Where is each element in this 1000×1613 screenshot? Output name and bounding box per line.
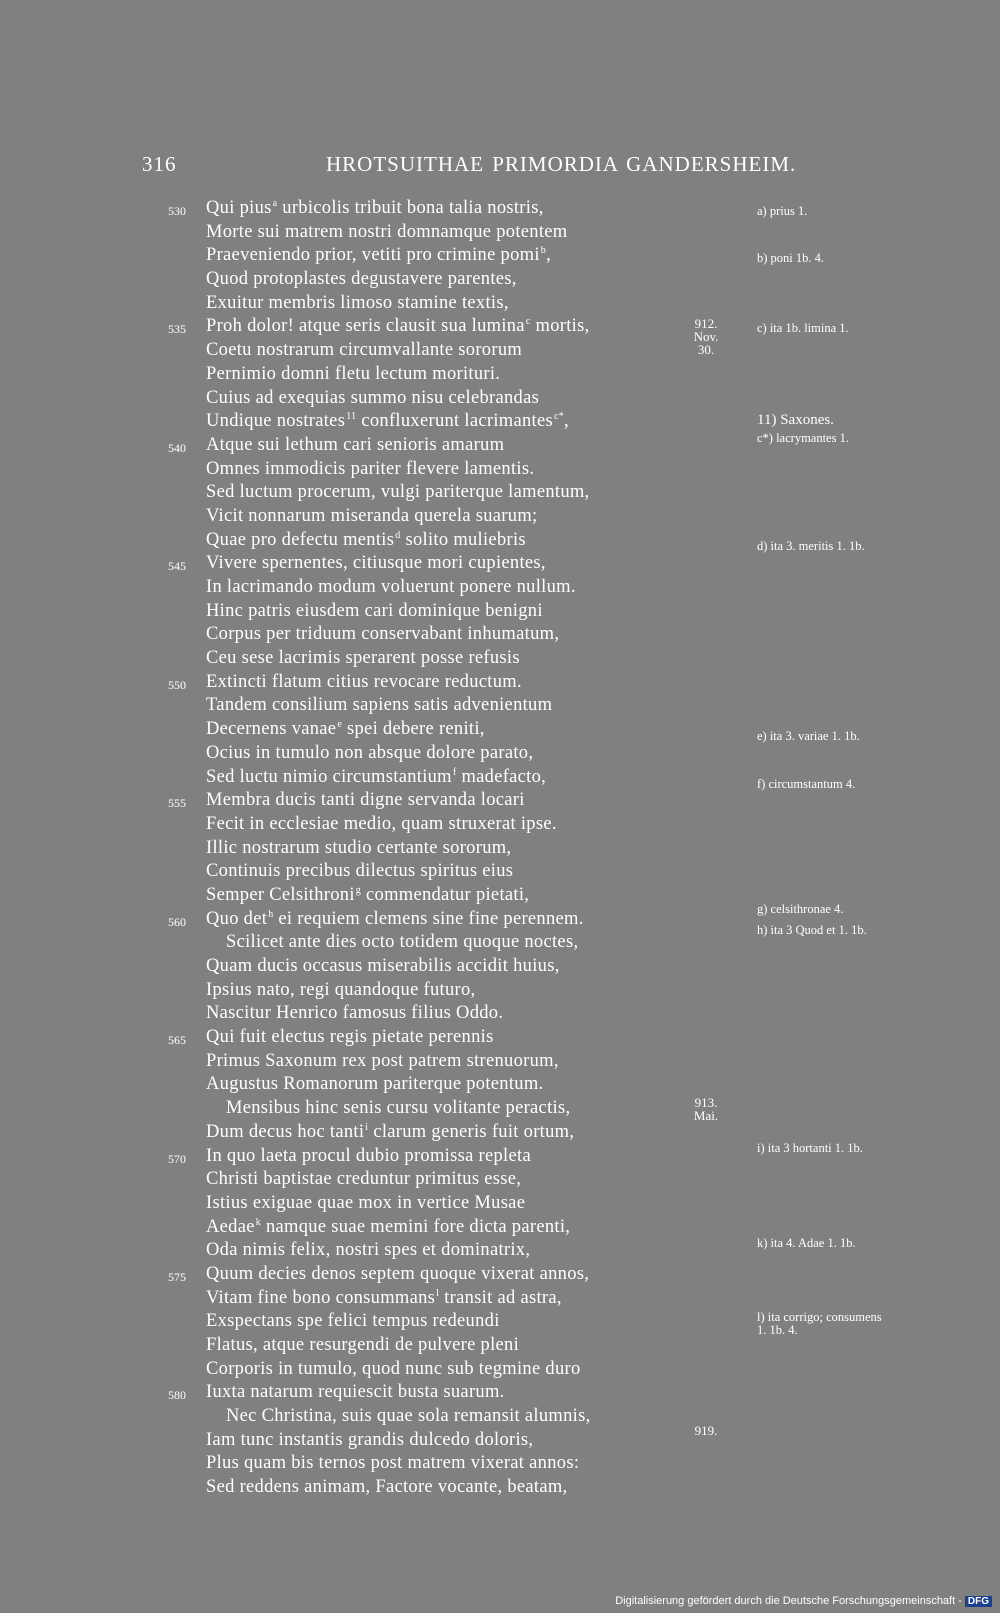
verse-segment: Quod protoplastes degustavere parentes,: [206, 269, 517, 290]
footnote-marker: g: [355, 884, 362, 896]
verse-line: [0, 885, 1000, 909]
verse-line: [0, 648, 1000, 672]
verse-line: [0, 790, 1000, 814]
verse-text: [206, 1382, 505, 1403]
verse-block: [0, 198, 1000, 1501]
verse-text: [206, 1240, 530, 1261]
verse-text: [206, 1003, 503, 1024]
verse-text: [206, 1051, 559, 1072]
verse-text: [206, 530, 526, 551]
line-number: 540: [168, 440, 186, 455]
verse-line: [0, 1074, 1000, 1098]
verse-segment: Vicit nonnarum miseranda querela suarum;: [206, 505, 538, 526]
footnote-marker: a: [272, 198, 278, 209]
verse-text: [206, 577, 576, 598]
verse-segment: Plus quam bis ternos post matrem vixerat annos:: [206, 1453, 580, 1474]
verse-text: [206, 459, 534, 480]
verse-segment: Morte sui matrem nostri domnamque potentem: [206, 221, 568, 242]
verse-segment: Qui fuit electus regis pietate perennis: [206, 1027, 494, 1048]
verse-segment: spei debere reniti,: [342, 719, 485, 740]
verse-segment: mortis,: [530, 316, 590, 337]
verse-text: [206, 672, 522, 693]
verse-line: [0, 1406, 1000, 1430]
verse-segment: transit ad astra,: [439, 1287, 562, 1308]
verse-line: [0, 1359, 1000, 1383]
verse-segment: Exspectans spe felici tempus redeundi: [206, 1311, 500, 1332]
verse-segment: Dum decus hoc tanti: [206, 1121, 365, 1142]
verse-text: [206, 790, 525, 811]
footnote: a) prius 1.: [757, 204, 808, 218]
verse-line: [0, 743, 1000, 767]
line-number: 560: [168, 914, 186, 929]
verse-text: [206, 506, 537, 527]
verse-text: [206, 1430, 533, 1451]
verse-segment: Omnes immodicis pariter flevere lamentis.: [206, 458, 535, 479]
line-number: 570: [168, 1151, 186, 1166]
verse-line: [0, 838, 1000, 862]
footnote: k) ita 4. Adae 1. 1b.: [757, 1236, 856, 1250]
verse-segment: Semper Celsithroni: [206, 885, 355, 906]
verse-line: [0, 222, 1000, 246]
verse-segment: ei requiem clemens sine fine perennem.: [273, 908, 584, 929]
verse-text: [206, 1146, 531, 1167]
verse-segment: Decernens vanae: [206, 719, 337, 740]
verse-line: [0, 1288, 1000, 1312]
verse-line: [0, 316, 1000, 340]
footnote-marker: 11: [346, 411, 357, 423]
verse-text: [206, 1335, 519, 1356]
footnote: b) poni 1b. 4.: [757, 251, 825, 265]
verse-text: [206, 222, 567, 243]
verse-text: [206, 1477, 567, 1498]
verse-line: [0, 672, 1000, 696]
verse-segment: Exuitur membris limoso stamine textis,: [206, 292, 509, 313]
verse-text: [206, 743, 533, 764]
verse-text: [206, 1453, 579, 1474]
verse-line: [0, 245, 1000, 269]
verse-line: [0, 601, 1000, 625]
verse-line: [0, 1169, 1000, 1193]
verse-text: [206, 435, 504, 456]
verse-line: [0, 198, 1000, 222]
verse-text: [206, 814, 557, 835]
verse-text: [206, 316, 590, 337]
footnote-marker: c*: [553, 411, 565, 423]
verse-line: [0, 624, 1000, 648]
verse-segment: Quum decies denos septem quoque vixerat annos,: [206, 1263, 590, 1284]
verse-line: [0, 980, 1000, 1004]
verse-segment: Atque sui lethum cari senioris amarum: [206, 434, 505, 455]
verse-segment: Quo det: [206, 908, 268, 929]
verse-line: [0, 1051, 1000, 1075]
verse-line: [0, 269, 1000, 293]
verse-line: [0, 1003, 1000, 1027]
footnote-marker: f: [452, 766, 457, 778]
verse-text: [206, 1264, 589, 1285]
verse-segment: clarum generis fuit ortum,: [368, 1121, 575, 1142]
verse-segment: ,: [564, 411, 569, 432]
verse-text: [206, 1169, 521, 1190]
verse-segment: Pernimio domni fletu lectum morituri.: [206, 363, 501, 384]
footnote-marker: d: [395, 529, 401, 541]
margin-date: 912. Nov. 30.: [693, 316, 719, 357]
running-title: HROTSUITHAE PRIMORDIA GANDERSHEIM.: [326, 152, 797, 176]
verse-segment: Sed reddens animam, Factore vocante, beatam,: [206, 1477, 568, 1498]
line-number: 555: [168, 796, 186, 811]
line-number: 565: [168, 1033, 186, 1048]
footnote: l) ita corrigo; consumens 1. 1b. 4.: [757, 1310, 882, 1337]
footnote: h) ita 3 Quod et 1. 1b.: [757, 923, 867, 937]
verse-text: [206, 956, 560, 977]
verse-line: [0, 1193, 1000, 1217]
footnote: g) celsithronae 4.: [757, 902, 844, 916]
verse-segment: Undique nostrates: [206, 411, 346, 432]
verse-segment: madefacto,: [456, 766, 547, 787]
verse-segment: Extincti flatum citius revocare reductum.: [206, 671, 522, 692]
line-number: 580: [168, 1388, 186, 1403]
verse-segment: Tandem consilium sapiens satis advenientum: [206, 695, 553, 716]
verse-segment: Nascitur Henrico famosus filius Oddo.: [206, 1003, 504, 1024]
verse-text: [206, 1074, 543, 1095]
footnote-marker: c: [525, 316, 531, 328]
verse-segment: Corporis in tumulo, quod nunc sub tegmine duro: [206, 1358, 581, 1379]
margin-date: 913. Mai.: [693, 1095, 719, 1123]
verse-text: [206, 624, 559, 645]
verse-segment: solito muliebris: [400, 529, 526, 550]
verse-segment: Ocius in tumulo non absque dolore parato,: [206, 742, 534, 763]
verse-segment: Flatus, atque resurgendi de pulvere pleni: [206, 1335, 520, 1355]
verse-text: [226, 1406, 591, 1427]
verse-text: [206, 1122, 574, 1143]
verse-line: [0, 388, 1000, 412]
verse-text: [206, 553, 546, 574]
verse-segment: Membra ducis tanti digne servanda locari: [206, 790, 525, 811]
verse-line: [0, 577, 1000, 601]
verse-line: [0, 1453, 1000, 1477]
verse-line: [0, 411, 1000, 435]
verse-line: [0, 814, 1000, 838]
verse-segment: Aedae: [206, 1216, 255, 1237]
verse-segment: Augustus Romanorum pariterque potentum.: [206, 1074, 544, 1095]
footnote: c) ita 1b. limina 1.: [757, 321, 849, 335]
verse-segment: Praeveniendo prior, vetiti pro crimine pomi: [206, 245, 540, 266]
verse-text: [206, 293, 509, 314]
verse-line: [0, 364, 1000, 388]
verse-segment: Vivere spernentes, citiusque mori cupientes,: [206, 553, 546, 574]
verse-segment: Ipsius nato, regi quandoque futuro,: [206, 979, 476, 1000]
verse-text: [206, 1193, 525, 1214]
verse-text: [206, 1311, 500, 1332]
verse-segment: Fecit in ecclesiae medio, quam struxerat ipse.: [206, 813, 557, 834]
verse-text: [206, 1359, 581, 1380]
page-header: [0, 152, 1000, 182]
margin-date: 919.: [694, 1423, 718, 1438]
verse-text: [226, 932, 578, 953]
verse-text: [206, 719, 485, 740]
verse-line: [0, 293, 1000, 317]
verse-segment: commendatur pietati,: [361, 885, 530, 906]
verse-line: [0, 340, 1000, 364]
verse-text: [206, 388, 539, 409]
verse-segment: Hinc patris eiusdem cari dominique benigni: [206, 600, 543, 621]
verse-line: [0, 435, 1000, 459]
footnote: d) ita 3. meritis 1. 1b.: [757, 539, 865, 553]
verse-segment: Coetu nostrarum circumvallante sororum: [206, 340, 523, 361]
verse-text: [206, 1217, 570, 1238]
verse-line: [0, 1264, 1000, 1288]
verse-text: [206, 695, 552, 716]
verse-segment: Nec Christina, suis quae sola remansit alumnis,: [226, 1406, 591, 1427]
verse-line: [0, 956, 1000, 980]
verse-segment: confluxerunt lacrimantes: [356, 411, 553, 432]
verse-segment: Illic nostrarum studio certante sororum,: [206, 837, 512, 858]
footnote-marker: b: [540, 245, 547, 257]
verse-text: [206, 909, 584, 930]
verse-text: [206, 1288, 562, 1309]
verse-line: [0, 695, 1000, 719]
footnote-marker: e: [337, 719, 343, 731]
verse-text: [206, 838, 511, 859]
verse-segment: Iam tunc instantis grandis dulcedo doloris,: [206, 1429, 534, 1450]
verse-line: [0, 1477, 1000, 1501]
verse-line: [0, 861, 1000, 885]
verse-text: [206, 1027, 494, 1048]
digitization-credit: [615, 1595, 992, 1607]
verse-line: [0, 1382, 1000, 1406]
verse-segment: Sed luctu nimio circumstantium: [206, 766, 452, 787]
verse-segment: Qui pius: [206, 198, 272, 219]
verse-segment: Istius exiguae quae mox in vertice Musae: [206, 1192, 526, 1213]
verse-segment: Scilicet ante dies octo totidem quoque noctes,: [226, 932, 579, 953]
footnote: f) circumstantum 4.: [757, 777, 856, 791]
verse-segment: Corpus per triduum conservabant inhumatum,: [206, 624, 560, 645]
verse-segment: Proh dolor! atque seris clausit sua lumina: [206, 316, 525, 337]
verse-segment: Mensibus hinc senis cursu volitante peractis,: [226, 1098, 571, 1119]
footnote-marker: l: [436, 1287, 440, 1299]
verse-segment: Quae pro defectu mentis: [206, 529, 395, 550]
verse-text: [206, 885, 529, 906]
footnote-marker: h: [268, 908, 274, 920]
verse-text: [206, 269, 517, 290]
verse-segment: Primus Saxonum rex post patrem strenuorum,: [206, 1050, 559, 1071]
verse-segment: In quo laeta procul dubio promissa repleta: [206, 1145, 531, 1166]
verse-line: [0, 1335, 1000, 1359]
verse-line: [0, 506, 1000, 530]
footnote-marker: i: [365, 1121, 369, 1133]
verse-text: [206, 767, 546, 788]
line-number: 575: [168, 1269, 186, 1284]
verse-line: [0, 459, 1000, 483]
verse-text: [206, 411, 569, 432]
verse-text: [206, 648, 520, 669]
verse-segment: Cuius ad exequias summo nisu celebrandas: [206, 387, 540, 408]
verse-segment: Iuxta natarum requiescit busta suarum.: [206, 1382, 505, 1403]
line-number: 550: [168, 677, 186, 692]
footnote: c*) lacrymantes 1.: [757, 431, 849, 445]
verse-segment: ,: [546, 245, 552, 266]
verse-text: [206, 601, 543, 622]
verse-segment: urbicolis tribuit bona talia nostris,: [277, 198, 544, 219]
page-number: 316: [142, 152, 177, 176]
verse-segment: Continuis precibus dilectus spiritus eius: [206, 861, 514, 882]
footnote: e) ita 3. variae 1. 1b.: [757, 729, 860, 743]
verse-text: [206, 245, 551, 266]
verse-segment: Ceu sese lacrimis sperarent posse refusis: [206, 648, 520, 669]
verse-line: [0, 482, 1000, 506]
footnote: 11) Saxones.: [757, 412, 834, 428]
footnote-marker: k: [255, 1216, 262, 1228]
verse-text: [226, 1098, 570, 1119]
verse-segment: In lacrimando modum voluerunt ponere nullum.: [206, 577, 576, 597]
verse-line: [0, 1095, 1000, 1123]
verse-segment: Oda nimis felix, nostri spes et dominatrix,: [206, 1240, 531, 1261]
verse-line: [0, 553, 1000, 577]
line-number: 530: [168, 204, 186, 218]
verse-segment: Sed luctum procerum, vulgi pariterque lamentum,: [206, 482, 590, 503]
verse-segment: Christi baptistae creduntur primitus esse,: [206, 1169, 522, 1190]
line-number: 535: [168, 322, 186, 337]
dfg-logo: DFG: [965, 1596, 992, 1607]
verse-segment: Vitam fine bono consummans: [206, 1287, 436, 1308]
verse-segment: Quam ducis occasus miserabilis accidit huius,: [206, 956, 560, 976]
footnote: i) ita 3 hortanti 1. 1b.: [757, 1141, 863, 1155]
verse-text: [206, 364, 500, 385]
verse-line: [0, 1027, 1000, 1051]
credit-text: Digitalisierung gefördert durch die Deutsche Forschungsgemeinschaft -: [615, 1595, 962, 1607]
verse-text: [206, 340, 522, 361]
line-number: 545: [168, 559, 186, 574]
verse-line: [0, 1430, 1000, 1454]
verse-text: [206, 482, 590, 503]
verse-text: [206, 198, 544, 219]
verse-segment: namque suae memini fore dicta parenti,: [261, 1216, 571, 1237]
verse-text: [206, 980, 475, 1001]
verse-text: [206, 861, 513, 882]
